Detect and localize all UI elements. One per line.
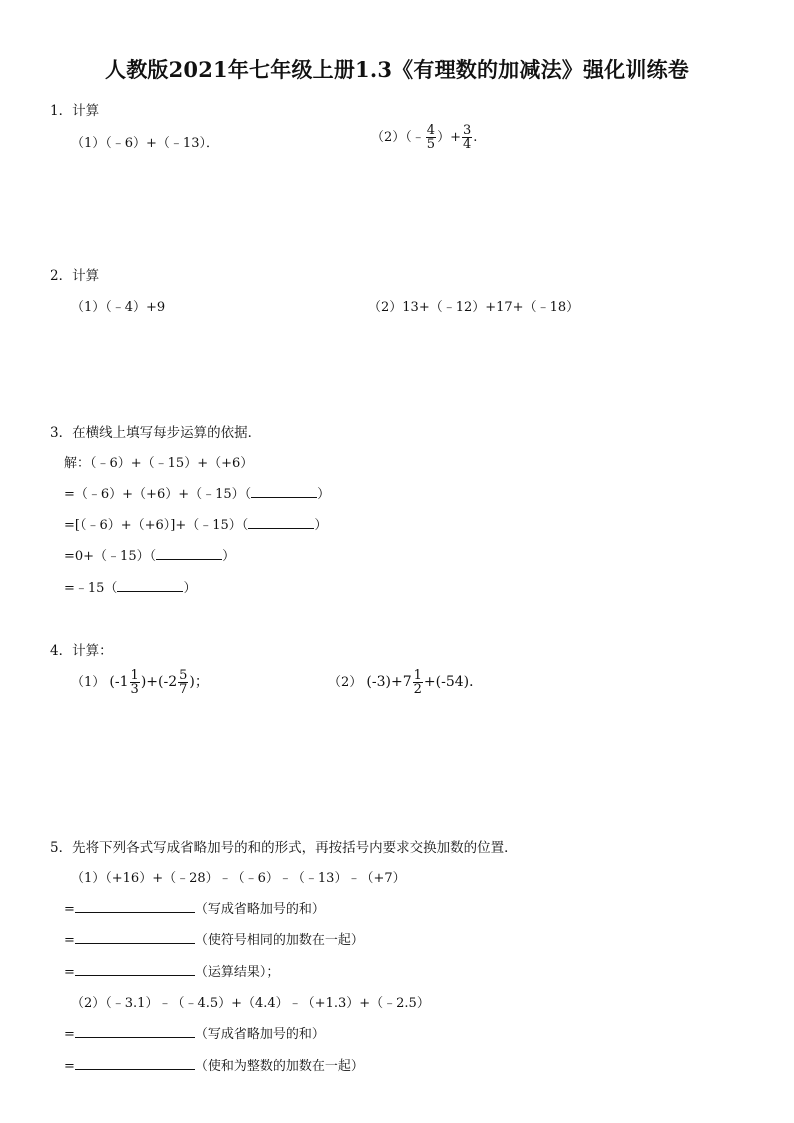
fill-note: （使符号相同的加数在一起） xyxy=(194,933,364,948)
equals-sign: = xyxy=(64,902,75,917)
answer-blank[interactable] xyxy=(75,931,195,944)
question-4-heading: 4．计算： xyxy=(50,643,113,659)
question-5-fill-line xyxy=(64,1023,325,1042)
question-3-line xyxy=(64,514,327,533)
question-4-part-2 xyxy=(328,669,483,696)
question-3-heading: 3．在横线上填写每步运算的依据． xyxy=(50,425,262,441)
question-5-fill-line xyxy=(64,961,279,980)
expr-c: )； xyxy=(189,674,209,690)
expr-prefix: （2）（﹣ xyxy=(371,130,425,145)
expr-a: (-3)+7 xyxy=(366,674,412,690)
numerator: 5 xyxy=(179,668,188,683)
answer-blank[interactable] xyxy=(75,900,195,913)
question-2-part-1: （1）（﹣4）+9 xyxy=(71,300,166,315)
question-5-part-2: （2）（﹣3.1）﹣（﹣4.5）+（4.4）﹣（+1.3）+（﹣2.5） xyxy=(71,996,430,1011)
fill-note: （使和为整数的加数在一起） xyxy=(194,1059,364,1074)
part-label: （2） xyxy=(328,675,363,690)
answer-blank[interactable] xyxy=(75,1025,195,1038)
fraction xyxy=(462,124,472,151)
close-paren: ） xyxy=(222,549,236,564)
fraction xyxy=(426,124,436,151)
answer-blank[interactable] xyxy=(117,579,183,592)
expr-b: +(-54)． xyxy=(423,674,484,690)
equals-sign: = xyxy=(64,933,75,948)
question-5-fill-line xyxy=(64,929,364,948)
expr-suffix: . xyxy=(473,130,478,145)
question-3-line xyxy=(64,577,196,596)
numerator: 3 xyxy=(462,123,472,138)
question-2-part-2: （2）13+（﹣12）+17+（﹣18） xyxy=(368,300,580,315)
step-text: =[（﹣6）+（+6）]+（﹣15）（ xyxy=(64,518,249,533)
denominator: 4 xyxy=(462,137,472,152)
fraction xyxy=(130,669,140,696)
answer-blank[interactable] xyxy=(251,485,317,498)
fraction xyxy=(413,669,423,696)
page-title: 人教版2021年七年级上册1.3《有理数的加减法》强化训练卷 xyxy=(105,57,689,82)
fill-note: （运算结果）； xyxy=(194,965,280,980)
numerator: 1 xyxy=(130,668,139,683)
question-1-part-1: （1）（﹣6）+（﹣13）． xyxy=(71,136,219,151)
step-text: =0+（﹣15）（ xyxy=(64,549,157,564)
part-label: （1） xyxy=(71,675,106,690)
fill-note: （写成省略加号的和） xyxy=(194,902,325,917)
close-paren: ） xyxy=(317,487,331,502)
answer-blank[interactable] xyxy=(156,547,222,560)
numerator: 1 xyxy=(413,668,422,683)
answer-blank[interactable] xyxy=(75,963,195,976)
equals-sign: = xyxy=(64,1027,75,1042)
answer-blank[interactable] xyxy=(248,516,314,529)
question-1-part-2 xyxy=(371,124,477,151)
denominator: 5 xyxy=(426,137,436,152)
step-text: =（﹣6）+（+6）+（﹣15）（ xyxy=(64,487,252,502)
question-3-line xyxy=(64,483,330,502)
expr-mid: ）+ xyxy=(437,130,461,145)
question-5-fill-line xyxy=(64,1055,364,1074)
question-5-fill-line xyxy=(64,898,325,917)
question-5-part-1: （1）（+16）+（﹣28）﹣（﹣6）﹣（﹣13）﹣（+7） xyxy=(71,871,406,886)
numerator: 4 xyxy=(426,123,436,138)
equals-sign: = xyxy=(64,965,75,980)
expr-b: )+(-2 xyxy=(140,674,178,690)
equals-sign: = xyxy=(64,1059,75,1074)
question-1-heading: 1．计算 xyxy=(50,103,100,119)
step-text: =﹣15（ xyxy=(64,581,118,596)
expr-a: (-1 xyxy=(109,674,129,690)
denominator: 2 xyxy=(413,682,422,697)
question-5-heading: 5．先将下列各式写成省略加号的和的形式，再按括号内要求交换加数的位置． xyxy=(50,840,518,856)
close-paren: ） xyxy=(314,518,328,533)
fraction xyxy=(178,669,188,696)
denominator: 3 xyxy=(130,682,139,697)
answer-blank[interactable] xyxy=(75,1057,195,1070)
question-2-heading: 2．计算 xyxy=(50,268,100,284)
denominator: 7 xyxy=(179,682,188,697)
question-3-line: 解：（﹣6）+（﹣15）+（+6） xyxy=(64,456,254,471)
fill-note: （写成省略加号的和） xyxy=(194,1027,325,1042)
question-3-line xyxy=(64,545,235,564)
close-paren: ） xyxy=(183,581,197,596)
question-4-part-1 xyxy=(71,669,209,696)
